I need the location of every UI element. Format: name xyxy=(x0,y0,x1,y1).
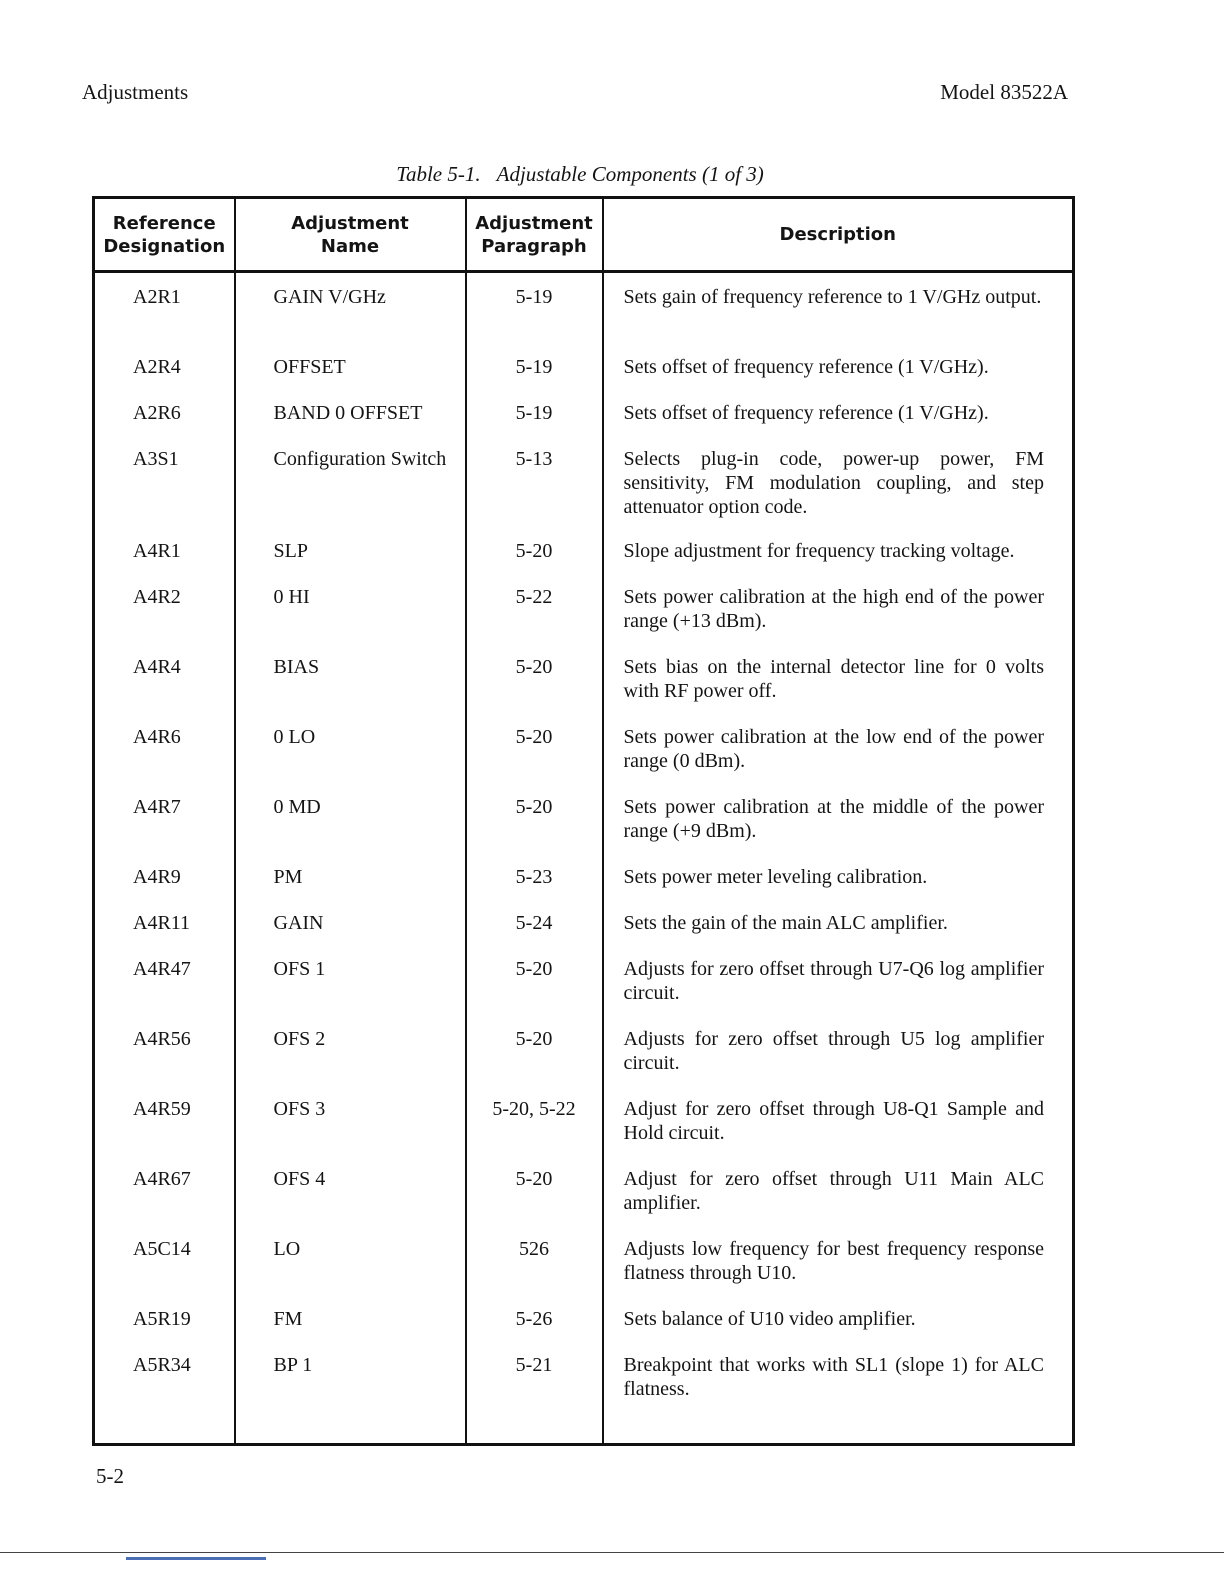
table-row xyxy=(94,1027,1074,1097)
cell-description: Sets the gain of the main ALC amplifier. xyxy=(603,911,1074,957)
cell-description: Slope adjustment for frequency tracking voltage. xyxy=(603,539,1074,585)
table-row xyxy=(94,539,1074,585)
cell-description: Sets balance of U10 video amplifier. xyxy=(603,1307,1074,1353)
table-row xyxy=(94,1353,1074,1401)
empty-cell xyxy=(235,1401,466,1445)
cell-adjustment-name: 0 LO xyxy=(235,725,466,795)
cell-reference-designation: A5R19 xyxy=(94,1307,235,1353)
cell-adjustment-name: 0 HI xyxy=(235,585,466,655)
cell-description: Selects plug-in code, power-up power, FM sensitivity, FM modulation coupling, and step attenuator option code. xyxy=(603,447,1074,539)
cell-adjustment-paragraph: 5-19 xyxy=(466,272,603,356)
table-row xyxy=(94,585,1074,655)
cell-adjustment-paragraph: 5-21 xyxy=(466,1353,603,1401)
table-row xyxy=(94,447,1074,539)
cell-adjustment-name: Configuration Switch xyxy=(235,447,466,539)
cell-description: Adjusts low frequency for best frequency response flatness through U10. xyxy=(603,1237,1074,1307)
cell-adjustment-paragraph: 5-20 xyxy=(466,795,603,865)
cell-reference-designation: A3S1 xyxy=(94,447,235,539)
cell-adjustment-paragraph: 5-20 xyxy=(466,655,603,725)
cell-adjustment-paragraph: 5-20 xyxy=(466,1027,603,1097)
cell-adjustment-paragraph: 5-20, 5-22 xyxy=(466,1097,603,1167)
table-row xyxy=(94,795,1074,865)
cell-adjustment-paragraph: 526 xyxy=(466,1237,603,1307)
header-description: Description xyxy=(603,198,1074,272)
bottom-mark xyxy=(126,1557,266,1560)
table-row xyxy=(94,911,1074,957)
table-row xyxy=(94,401,1074,447)
table-row xyxy=(94,1307,1074,1353)
cell-adjustment-paragraph: 5-13 xyxy=(466,447,603,539)
cell-description: Sets offset of frequency reference (1 V/GHz). xyxy=(603,355,1074,401)
cell-adjustment-name: BP 1 xyxy=(235,1353,466,1401)
cell-adjustment-paragraph: 5-20 xyxy=(466,957,603,1027)
running-header-section: Adjustments xyxy=(82,80,189,104)
page-number: 5-2 xyxy=(96,1464,124,1488)
cell-adjustment-name: OFS 3 xyxy=(235,1097,466,1167)
cell-reference-designation: A4R9 xyxy=(94,865,235,911)
running-header-model: Model 83522A xyxy=(940,80,1068,104)
cell-reference-designation: A4R11 xyxy=(94,911,235,957)
header-reference-designation: Reference Designation xyxy=(94,198,235,272)
cell-adjustment-paragraph: 5-23 xyxy=(466,865,603,911)
cell-description: Adjusts for zero offset through U5 log amplifier circuit. xyxy=(603,1027,1074,1097)
cell-description: Sets gain of frequency reference to 1 V/GHz output. xyxy=(603,272,1074,356)
table-row xyxy=(94,865,1074,911)
cell-reference-designation: A4R4 xyxy=(94,655,235,725)
cell-description: Sets bias on the internal detector line for 0 volts with RF power off. xyxy=(603,655,1074,725)
empty-cell xyxy=(466,1401,603,1445)
table-body xyxy=(94,272,1074,1445)
cell-adjustment-name: FM xyxy=(235,1307,466,1353)
cell-adjustment-paragraph: 5-19 xyxy=(466,401,603,447)
table-row xyxy=(94,1237,1074,1307)
cell-description: Adjusts for zero offset through U7-Q6 log amplifier circuit. xyxy=(603,957,1074,1027)
table-filler-row xyxy=(94,1401,1074,1445)
cell-reference-designation: A5C14 xyxy=(94,1237,235,1307)
cell-adjustment-name: BIAS xyxy=(235,655,466,725)
cell-reference-designation: A5R34 xyxy=(94,1353,235,1401)
cell-adjustment-paragraph: 5-22 xyxy=(466,585,603,655)
cell-adjustment-paragraph: 5-20 xyxy=(466,725,603,795)
cell-adjustment-paragraph: 5-24 xyxy=(466,911,603,957)
cell-reference-designation: A4R2 xyxy=(94,585,235,655)
empty-cell xyxy=(94,1401,235,1445)
table-title: Adjustable Components (1 of 3) xyxy=(496,162,764,186)
cell-adjustment-name: GAIN xyxy=(235,911,466,957)
cell-reference-designation: A4R6 xyxy=(94,725,235,795)
cell-adjustment-name: LO xyxy=(235,1237,466,1307)
cell-adjustment-paragraph: 5-20 xyxy=(466,1167,603,1237)
cell-description: Sets offset of frequency reference (1 V/GHz). xyxy=(603,401,1074,447)
cell-adjustment-name: OFS 4 xyxy=(235,1167,466,1237)
cell-description: Breakpoint that works with SL1 (slope 1) for ALC flatness. xyxy=(603,1353,1074,1401)
cell-adjustment-name: 0 MD xyxy=(235,795,466,865)
cell-adjustment-name: SLP xyxy=(235,539,466,585)
cell-adjustment-name: PM xyxy=(235,865,466,911)
empty-cell xyxy=(603,1401,1074,1445)
bottom-rule xyxy=(0,1552,1224,1553)
cell-reference-designation: A4R47 xyxy=(94,957,235,1027)
table-row xyxy=(94,655,1074,725)
cell-adjustment-paragraph: 5-19 xyxy=(466,355,603,401)
cell-reference-designation: A2R1 xyxy=(94,272,235,356)
table-row xyxy=(94,1167,1074,1237)
table-row xyxy=(94,355,1074,401)
cell-description: Adjust for zero offset through U11 Main ALC amplifier. xyxy=(603,1167,1074,1237)
cell-description: Adjust for zero offset through U8-Q1 Sample and Hold circuit. xyxy=(603,1097,1074,1167)
table-row xyxy=(94,957,1074,1027)
cell-reference-designation: A4R67 xyxy=(94,1167,235,1237)
table-number: Table 5-1. xyxy=(396,162,481,186)
table-row xyxy=(94,272,1074,356)
table-caption xyxy=(0,162,1160,187)
cell-description: Sets power calibration at the middle of the power range (+9 dBm). xyxy=(603,795,1074,865)
cell-description: Sets power calibration at the low end of the power range (0 dBm). xyxy=(603,725,1074,795)
table-row xyxy=(94,1097,1074,1167)
cell-reference-designation: A4R7 xyxy=(94,795,235,865)
header-adjustment-name: Adjustment Name xyxy=(235,198,466,272)
cell-adjustment-paragraph: 5-20 xyxy=(466,539,603,585)
cell-adjustment-name: OFS 1 xyxy=(235,957,466,1027)
cell-reference-designation: A2R6 xyxy=(94,401,235,447)
cell-reference-designation: A4R1 xyxy=(94,539,235,585)
cell-reference-designation: A4R59 xyxy=(94,1097,235,1167)
cell-description: Sets power calibration at the high end of the power range (+13 dBm). xyxy=(603,585,1074,655)
cell-adjustment-name: OFS 2 xyxy=(235,1027,466,1097)
header-adjustment-paragraph: Adjustment Paragraph xyxy=(466,198,603,272)
cell-reference-designation: A4R56 xyxy=(94,1027,235,1097)
table-row xyxy=(94,725,1074,795)
adjustable-components-table xyxy=(92,196,1075,1446)
cell-description: Sets power meter leveling calibration. xyxy=(603,865,1074,911)
table-header-row xyxy=(94,198,1074,272)
cell-reference-designation: A2R4 xyxy=(94,355,235,401)
cell-adjustment-paragraph: 5-26 xyxy=(466,1307,603,1353)
cell-adjustment-name: BAND 0 OFFSET xyxy=(235,401,466,447)
cell-adjustment-name: GAIN V/GHz xyxy=(235,272,466,356)
cell-adjustment-name: OFFSET xyxy=(235,355,466,401)
